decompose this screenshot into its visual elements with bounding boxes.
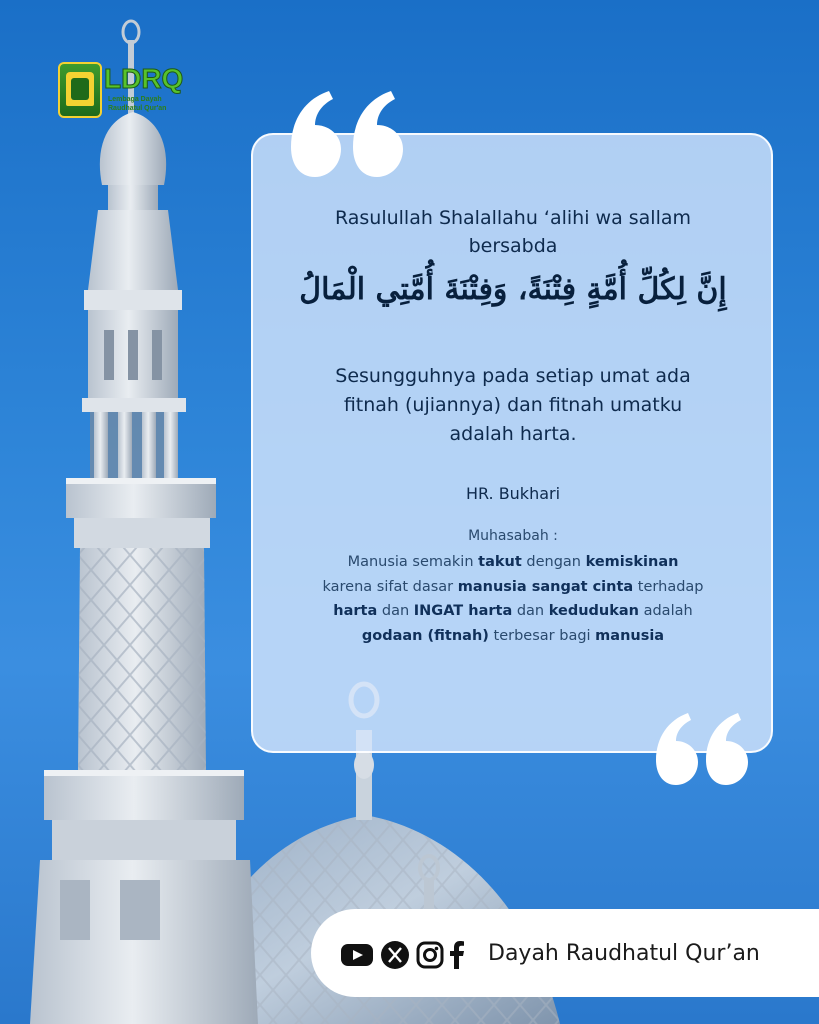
youtube-icon[interactable]	[340, 940, 374, 970]
meaning-line-2: fitnah (ujiannya) dan fitnah umatku	[343, 394, 683, 416]
close-quote-icon	[652, 708, 752, 788]
logo-subtitle	[108, 95, 166, 113]
muhasabah-bold-segment: godaan (fitnah)	[361, 627, 489, 644]
muhasabah-text	[274, 550, 752, 648]
muhasabah-text-segment: dan	[377, 603, 414, 619]
muhasabah-text-segment: karena sifat dasar	[322, 578, 458, 595]
muhasabah-text-segment: terhadap	[633, 578, 704, 595]
minaret	[30, 21, 258, 1024]
logo-subtitle-line2: Raudhatul Qur'an	[108, 105, 167, 112]
hadith-arabic-text: إِنَّ لِكُلِّ أُمَّةٍ فِتْنَةً، وَفِتْنَةَ أُمَّتِي الْمَالُ	[299, 272, 727, 307]
muhasabah-bold-segment: manusia sangat cinta	[457, 578, 634, 595]
meaning-line-3: adalah harta.	[449, 423, 577, 445]
muhasabah-bold-segment: manusia	[595, 627, 665, 644]
muhasabah-text-segment: adalah	[638, 603, 693, 619]
muhasabah-bold-segment: harta	[333, 603, 378, 619]
muhasabah-text-segment: terbesar bagi	[488, 627, 596, 644]
muhasabah-bold-segment: takut	[478, 554, 522, 570]
meaning-line-1: Sesungguhnya pada setiap umat ada	[335, 365, 691, 387]
muhasabah-bold-segment: kedudukan	[548, 603, 639, 619]
open-quote-icon	[283, 85, 413, 180]
muhasabah-bold-segment: INGAT harta	[413, 603, 513, 619]
logo-subtitle-line1: Lembaga Dayah	[108, 96, 162, 103]
logo-emblem	[58, 62, 102, 118]
hadith-intro	[280, 204, 746, 260]
x-icon[interactable]	[380, 940, 410, 970]
logo-acronym: LDRQ	[104, 63, 184, 94]
instagram-icon[interactable]	[416, 940, 444, 970]
muhasabah-text-segment: Manusia semakin	[347, 554, 479, 570]
intro-line-1: Rasulullah Shalallahu ‘alihi wa sallam	[334, 207, 692, 229]
ldrq-logo	[58, 62, 184, 122]
organization-name: Dayah Raudhatul Qur’an	[488, 941, 760, 966]
muhasabah-text-segment: dengan	[521, 554, 586, 570]
muhasabah-text-segment: dan	[512, 603, 549, 619]
intro-line-2: bersabda	[468, 235, 558, 257]
muhasabah-title: Muhasabah :	[468, 528, 558, 544]
hadith-translation	[280, 362, 746, 449]
muhasabah-bold-segment: kemiskinan	[585, 554, 679, 570]
hadith-source: HR. Bukhari	[465, 484, 561, 503]
facebook-icon[interactable]	[448, 940, 466, 970]
